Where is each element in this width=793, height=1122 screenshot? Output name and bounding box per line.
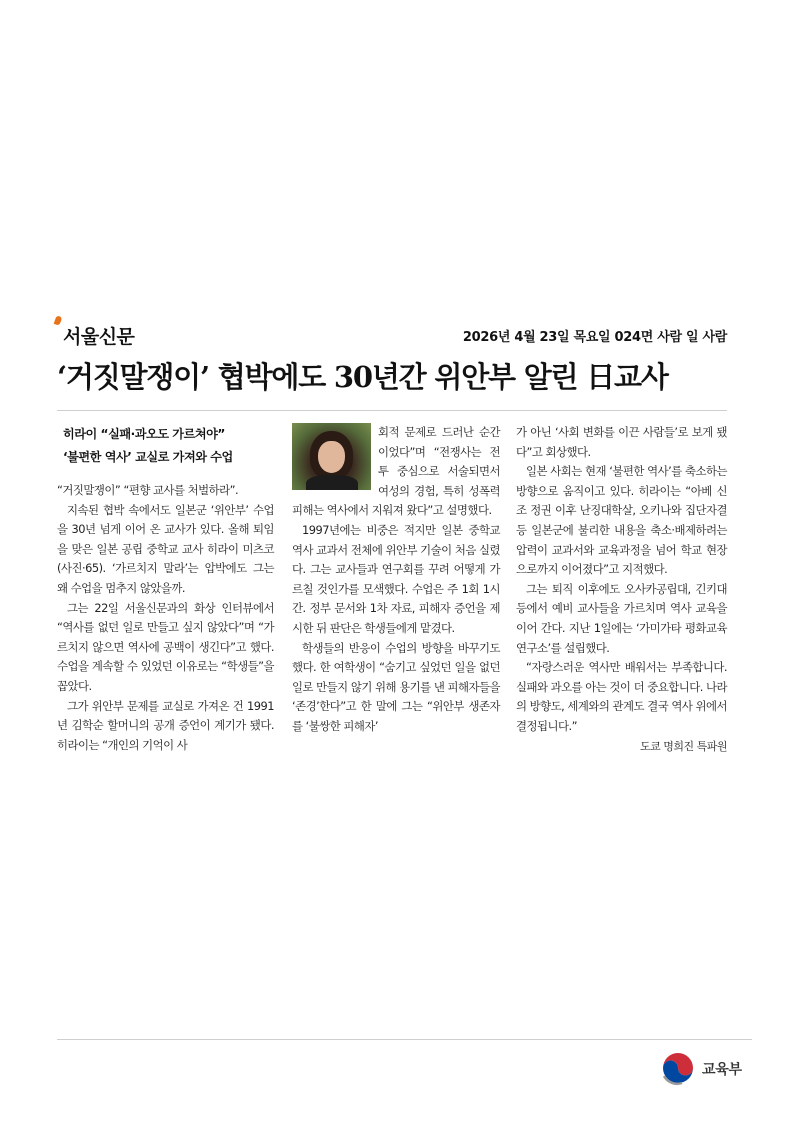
subhead-2: ‘불편한 역사’ 교실로 가져와 수업 xyxy=(63,450,233,464)
taegeuk-emblem-icon xyxy=(660,1050,696,1086)
paragraph: “거짓말쟁이” “편향 교사를 처벌하라”. xyxy=(57,483,239,497)
top-rule xyxy=(57,410,727,411)
paragraph: 그가 위안부 문제를 교실로 가져온 건 1991년 김학순 할머니의 공개 증언이 계기가 됐다. 히라이는 “개인의 기억이 사 xyxy=(57,698,274,752)
article-column-3 xyxy=(516,423,727,756)
masthead xyxy=(57,320,727,350)
newspaper-name: 서울신문 xyxy=(63,326,135,348)
paragraph: 1997년에는 비중은 적지만 일본 중학교 역사 교과서 전체에 위안부 기술이 처음 실렸다. 그는 교사들과 연구회를 꾸려 어떻게 가르칠 것인가를 모색했다. 수업은 주 1회 1시간. 정부 문서와 1차 자료, 피해자 증언을 제시한 뒤 판단은 학생들에게 맡겼다. xyxy=(292,522,500,635)
byline: 도쿄 명희진 특파원 xyxy=(639,739,727,753)
ministry-name: 교육부 xyxy=(702,1062,742,1078)
bottom-rule xyxy=(57,1039,752,1040)
subhead-1: 히라이 “실패·과오도 가르쳐야” xyxy=(63,427,225,441)
dateline: 2026년 4월 23일 목요일 024면 사람 일 사람 xyxy=(462,330,727,345)
logo-accent-mark xyxy=(54,315,63,326)
article-column-2 xyxy=(292,423,500,737)
paragraph: 일본 사회는 현재 ‘불편한 역사’를 축소하는 방향으로 움직이고 있다. 히라이는 “아베 신조 정권 이후 난징대학살, 오키나와 집단자결 등 일본군에 불리한 내용을 축소·배제하려는 압력이 교과서와 교육과정을 넘어 학교 현장으로까지 이어졌다”고 지적했다. xyxy=(516,464,727,577)
paragraph: 그는 22일 서울신문과의 화상 인터뷰에서 “역사를 없던 일로 만들고 싶지 않았다”며 “가르치지 않으면 역사에 공백이 생긴다”고 했다. 수업을 계속할 수 있었던 이유로는 “학생들”을 꼽았다. xyxy=(57,600,274,693)
paragraph: 학생들의 반응이 수업의 방향을 바꾸기도 했다. 한 여학생이 “숨기고 싶었던 일을 없던 일로 만들지 않기 위해 용기를 낸 피해자들을 ‘존경’한다”고 한 말에 그는 “위안부 생존자를 ‘불쌍한 피해자’ xyxy=(292,640,500,733)
newspaper-logo xyxy=(57,322,134,349)
paragraph: “자랑스러운 역사만 배워서는 부족합니다. 실패와 과오를 아는 것이 더 중요합니다. 나라의 방향도, 세계와의 관계도 결국 역사 위에서 결정됩니다.” xyxy=(516,660,727,733)
article-column-1 xyxy=(57,481,274,755)
headline: ‘거짓말쟁이’ 협박에도 30년간 위안부 알린 日교사 xyxy=(57,360,668,394)
paragraph: 회적 문제로 드러난 순간이었다”며 “전쟁사는 전투 중심으로 서술되면서 여성의 경험, 특히 성폭력 피해는 역사에서 지워져 왔다”고 설명했다. xyxy=(292,425,500,518)
subheads xyxy=(63,423,275,469)
paragraph: 가 아닌 ‘사회 변화를 이끈 사람들’로 보게 됐다”고 회상했다. xyxy=(516,425,727,459)
paragraph: 지속된 협박 속에서도 일본군 ‘위안부’ 수업을 30년 넘게 이어 온 교사가 있다. 올해 퇴임을 맞은 일본 공립 중학교 교사 히라이 미츠코(사진·65). ‘가르치지 말라’는 압박에도 그는 왜 수업을 멈추지 않았을까. xyxy=(57,502,274,595)
portrait-photo xyxy=(292,423,371,490)
ministry-logo xyxy=(660,1050,770,1088)
paragraph: 그는 퇴직 이후에도 오사카공립대, 긴키대 등에서 예비 교사들을 가르치며 역사 교육을 이어 간다. 지난 1일에는 ‘가미가타 평화교육연구소’를 설립했다. xyxy=(516,581,727,655)
